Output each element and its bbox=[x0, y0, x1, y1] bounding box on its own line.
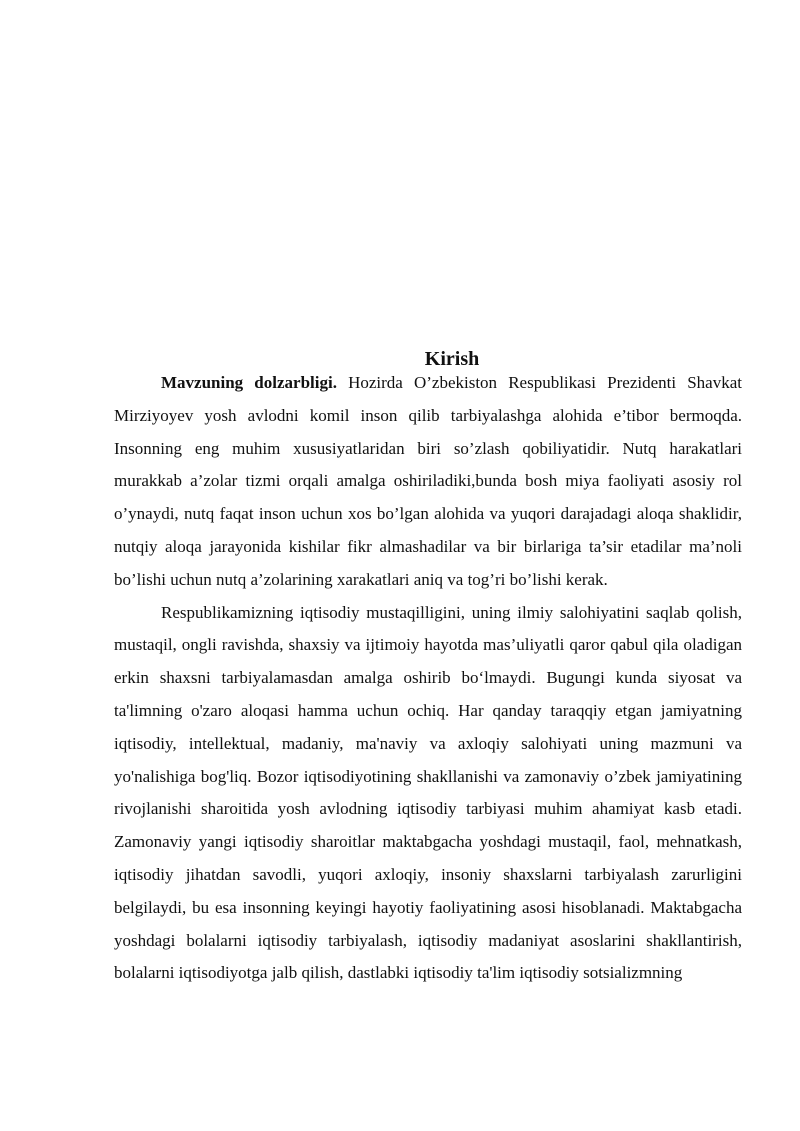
paragraph-economic-education bbox=[114, 597, 742, 991]
section-heading: Kirish bbox=[424, 348, 480, 370]
body-text bbox=[114, 367, 742, 1089]
paragraph-text: Hozirda O’zbekiston Respublikasi Prezidenti Shavkat Mirziyoyev yosh avlodni komil inson qilib tarbiyalashga alohida e’tibor bermoqda. Insonning eng muhim xususiyatlaridan biri so’zlash qobiliyatidir. Nutq harakatlari murakkab a’zolar tizmi orqali amalga oshiriladiki,bunda bosh miya faoliyati asosiy rol o’ynaydi, nutq faqat inson uchun xos bo’lgan alohida va yuqori darajadagi aloqa shaklidir, nutqiy aloqa jarayonida kishilar fikr almashadilar va bir birlariga ta’sir etadilar ma’noli bo’lishi uchun nutq a’zolarining xarakatlari aniq va tog’ri bo’lishi kerak. bbox=[114, 373, 742, 589]
paragraph-text: Respublikamizning iqtisodiy mustaqilligini, uning ilmiy salohiyatini saqlab qolish, mustaqil, ongli ravishda, shaxsiy va ijtimoiy hayotda mas’uliyatli qaror qabul qila oladigan erkin shaxsni tarbiyalamasdan amalga oshirib bo‘lmaydi. Bugungi kunda siyosat va ta'limning o'zaro aloqasi hamma uchun ochiq. Har qanday taraqqiy etgan jamiyatning iqtisodiy, intellektual, madaniy, ma'naviy va axloqiy salohiyati uning mazmuni va yo'nalishiga bog'liq. Bozor iqtisodiyotining shakllanishi va zamonaviy o’zbek jamiyatining rivojlanishi sharoitida yosh avlodning iqtisodiy tarbiyasi muhim ahamiyat kasb etadi. Zamonaviy yangi iqtisodiy sharoitlar maktabgacha yoshdagi mustaqil, faol, mehnatkash, iqtisodiy jihatdan savodli, yuqori axloqiy, insoniy shaxslarni tarbiyalash zarurligini belgilaydi, bu esa insonning keyingi hayotiy faoliyatining asosi hisoblanadi. Maktabgacha yoshdagi bolalarni iqtisodiy tarbiyalash, iqtisodiy madaniyat asoslarini shakllantirish, bolalarni iqtisodiyotga jalb qilish, dastlabki iqtisodiy ta'lim iqtisodiy sotsializmning bbox=[114, 602, 742, 983]
paragraph-relevance bbox=[114, 367, 742, 597]
paragraph-lead: Mavzuning dolzarbligi. bbox=[161, 373, 337, 392]
